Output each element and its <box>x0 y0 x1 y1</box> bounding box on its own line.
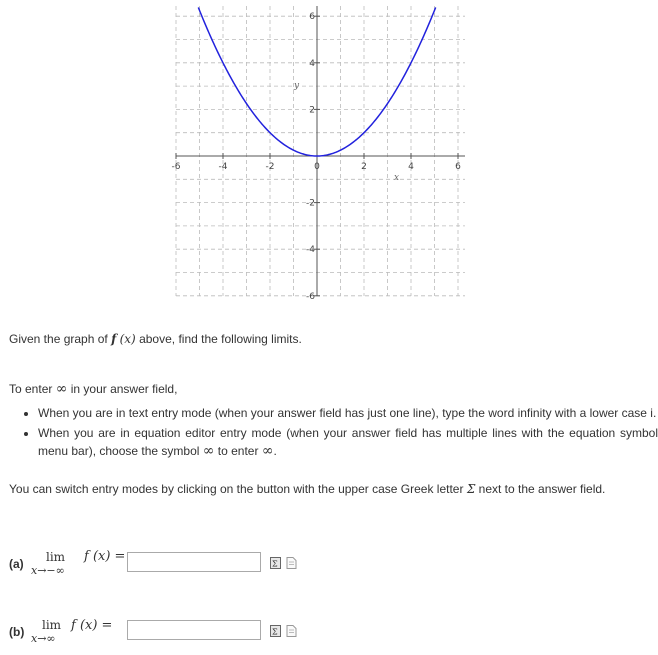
infinity-symbol: ∞ <box>55 381 68 397</box>
equation-editor-icon[interactable] <box>270 557 281 569</box>
infinity-symbol: ∞ <box>261 443 274 459</box>
svg-text:Σ: Σ <box>272 559 278 569</box>
part-b-answer-input[interactable] <box>127 620 261 640</box>
y-tick-label: -2 <box>306 198 315 209</box>
enter-instructions <box>9 381 177 397</box>
part-a-expr: f (x) = <box>84 549 126 564</box>
intro-func: f <box>111 332 117 346</box>
instruction-list <box>17 404 658 462</box>
x-tick-label: 0 <box>314 162 320 172</box>
svg-text:Σ: Σ <box>272 627 278 637</box>
switch-before: You can switch entry modes by clicking on the button with the upper case Greek letter <box>9 482 464 496</box>
switch-after: next to the answer field. <box>478 482 606 496</box>
axis-ticks <box>172 12 462 302</box>
list-item-text-mode <box>38 404 658 422</box>
part-b-expr: f (x) = <box>71 618 113 633</box>
x-tick-label: 4 <box>408 162 414 172</box>
intro-before: Given the graph of <box>9 332 108 346</box>
infinity-symbol: ∞ <box>202 443 215 459</box>
function-graph <box>171 6 465 302</box>
part-a <box>9 547 309 587</box>
part-b-lim-sub: x→∞ <box>31 632 56 645</box>
x-tick-label: -4 <box>218 162 228 172</box>
graph-grid <box>176 6 465 296</box>
part-b <box>9 613 309 653</box>
y-tick-label: -6 <box>306 291 315 302</box>
sigma-symbol: Σ <box>466 482 476 496</box>
y-axis-label: y <box>294 81 300 91</box>
bullet-text: When you are in text entry mode (when your answer field has just one line), type the word infinity with a lower case i. <box>38 406 657 420</box>
bullet-before: When you are in equation editor entry mode (when your answer field has multiple lines with the equation symbol menu bar), choose the symbol <box>38 426 658 458</box>
intro-after: above, find the following limits. <box>139 332 302 346</box>
part-a-answer-input[interactable] <box>127 552 261 572</box>
enter-before: To enter <box>9 382 53 396</box>
y-tick-label: 2 <box>309 105 315 116</box>
x-tick-label: 6 <box>455 162 461 172</box>
x-axis-label: x <box>394 173 400 183</box>
y-tick-label: 4 <box>309 58 315 69</box>
intro-arg: (x) <box>119 332 136 346</box>
x-tick-label: 2 <box>361 162 367 172</box>
y-tick-label: -4 <box>306 245 315 256</box>
bullet-end: . <box>273 444 277 458</box>
list-item-editor-mode <box>38 424 658 460</box>
enter-after: in your answer field, <box>70 382 178 396</box>
part-a-label: (a) <box>9 557 24 571</box>
part-b-label: (b) <box>9 625 25 639</box>
document-icon[interactable] <box>286 625 297 637</box>
bullet-after: to enter <box>217 444 259 458</box>
part-b-lim: lim <box>42 618 62 632</box>
x-tick-label: -6 <box>171 162 181 172</box>
switch-mode-text <box>9 480 636 498</box>
question-intro <box>9 332 302 346</box>
equation-editor-icon[interactable] <box>270 625 281 637</box>
x-tick-label: -2 <box>265 162 275 172</box>
y-tick-label: 6 <box>309 12 315 23</box>
part-a-lim: lim <box>46 550 66 564</box>
part-a-lim-sub: x→−∞ <box>31 564 65 577</box>
document-icon[interactable] <box>286 557 297 569</box>
